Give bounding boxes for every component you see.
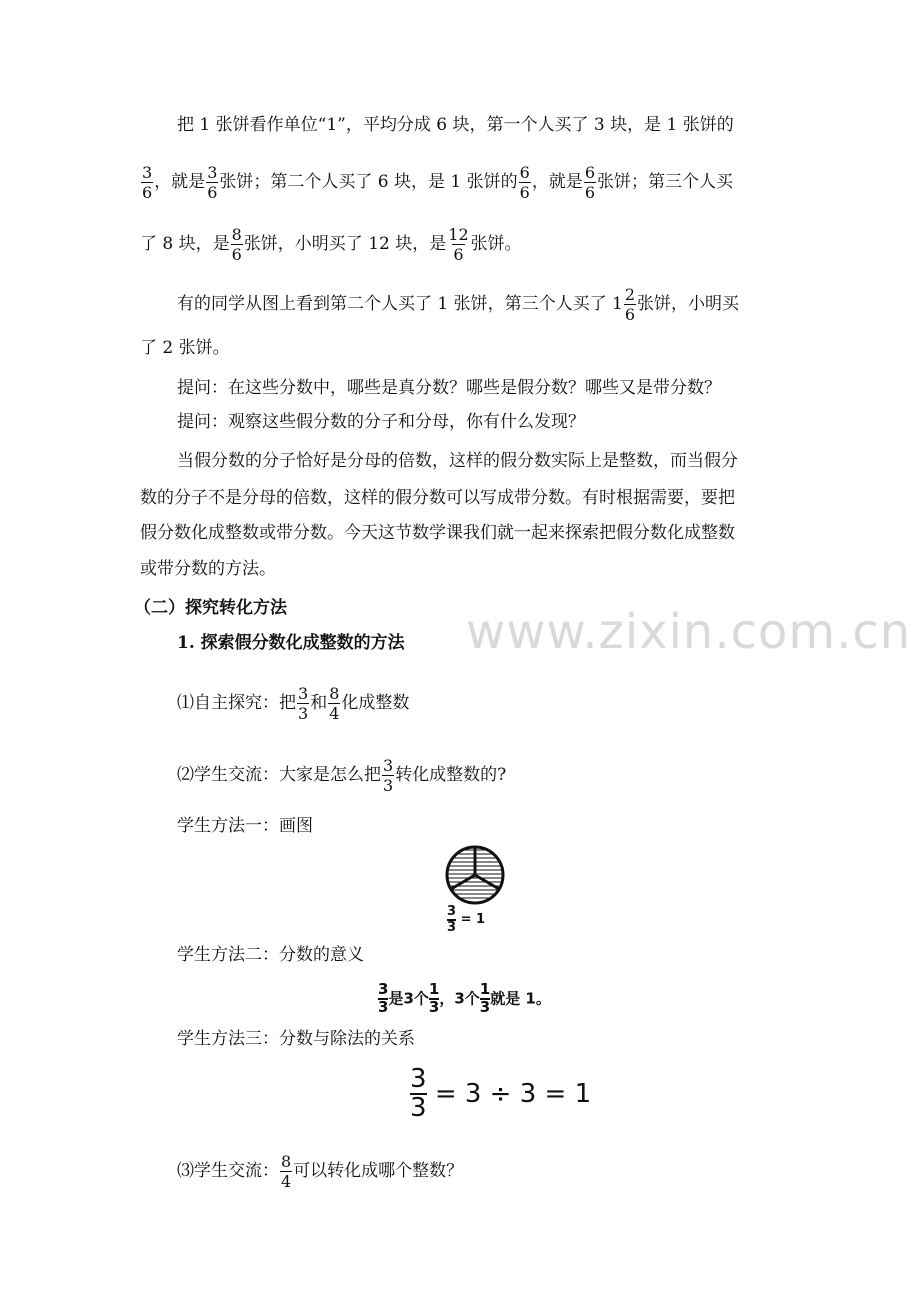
- method-1-equation: $\frac{3}{3}$ = 1: [447, 904, 486, 935]
- para3-line4: 或带分数的方法。: [140, 559, 276, 579]
- para3-line1: 当假分数的分子恰好是分母的倍数，这样的假分数实际上是整数，而当假分: [177, 451, 738, 471]
- fraction: $\frac{3}{6}$: [142, 163, 153, 202]
- fraction: $\frac{6}{6}$: [519, 163, 530, 202]
- step-1: ⑴自主探究：把 $\frac{3}{3}$ 和 $\frac{8}{4}$ 化成整数: [177, 684, 410, 723]
- method-1-label: 学生方法一：画图: [177, 816, 313, 836]
- method-2-equation: $\frac{3}{3}$ 是3个 $\frac{1}{3}$ ，3个 $\frac{1}{3}$ 就是 1。: [378, 980, 551, 1016]
- para1-line3: 了 8 块，是 $\frac{8}{6}$ 张饼，小明买了 12 块，是 $\frac{12}{6}$ 张饼。: [140, 225, 522, 264]
- section-heading: （二）探究转化方法: [134, 598, 287, 618]
- fraction: $\frac{8}{4}$: [329, 684, 340, 723]
- para3-line2: 数的分子不是分母的倍数，这样的假分数可以写成带分数。有时根据需要，要把: [140, 488, 735, 508]
- circle-diagram: [441, 844, 509, 906]
- fraction: $\frac{8}{6}$: [231, 225, 242, 264]
- watermark: www.zixin.com.cn: [466, 604, 912, 660]
- fraction: $\frac{1}{3}$: [479, 980, 491, 1016]
- para2-line1: 有的同学从图上看到第二个人买了 1 张饼，第三个人买了 1 $\frac{2}{6}$ 张饼，小明买: [177, 285, 740, 324]
- para2-line2: 了 2 张饼。: [140, 338, 230, 358]
- fraction: $\frac{3}{3}$: [410, 1064, 427, 1124]
- method-3-equation: $\frac{3}{3}$ = 3 ÷ 3 = 1: [410, 1064, 592, 1124]
- fraction: $\frac{3}{6}$: [207, 163, 218, 202]
- fraction: $\frac{3}{3}$: [383, 756, 394, 795]
- fraction: $\frac{6}{6}$: [584, 163, 595, 202]
- fraction: $\frac{3}{3}$: [298, 684, 309, 723]
- sub-heading: 1. 探索假分数化成整数的方法: [177, 633, 405, 653]
- para3-line3: 假分数化成整数或带分数。今天这节数学课我们就一起来探索把假分数化成整数: [140, 523, 735, 543]
- method-2-label: 学生方法二：分数的意义: [177, 945, 364, 965]
- question-1: 提问：在这些分数中，哪些是真分数？哪些是假分数？哪些又是带分数？: [177, 378, 721, 398]
- fraction: $\frac{3}{3}$: [378, 980, 389, 1016]
- para1-line2: $\frac{3}{6}$ ，就是 $\frac{3}{6}$ 张饼；第二个人买了 6 块，是 1 张饼的 $\frac{6}{6}$ ，就是 $\frac{6}{6}$ 张饼；第三个人买: [142, 163, 733, 202]
- fraction: $\frac{8}{4}$: [281, 1152, 292, 1191]
- method-3-label: 学生方法三：分数与除法的关系: [177, 1029, 415, 1049]
- fraction: $\frac{1}{3}$: [428, 980, 440, 1016]
- para1-line1: 把 1 张饼看作单位“1”，平均分成 6 块，第一个人买了 3 块，是 1 张饼的: [177, 115, 734, 135]
- fraction: $\frac{12}{6}$: [448, 225, 469, 264]
- fraction: $\frac{3}{3}$: [447, 904, 457, 935]
- fraction: $\frac{2}{6}$: [624, 285, 636, 324]
- step-3: ⑶学生交流： $\frac{8}{4}$ 可以转化成哪个整数？: [177, 1152, 464, 1191]
- step-2: ⑵学生交流：大家是怎么把 $\frac{3}{3}$ 转化成整数的?: [177, 756, 507, 795]
- question-2: 提问：观察这些假分数的分子和分母，你有什么发现？: [177, 412, 585, 432]
